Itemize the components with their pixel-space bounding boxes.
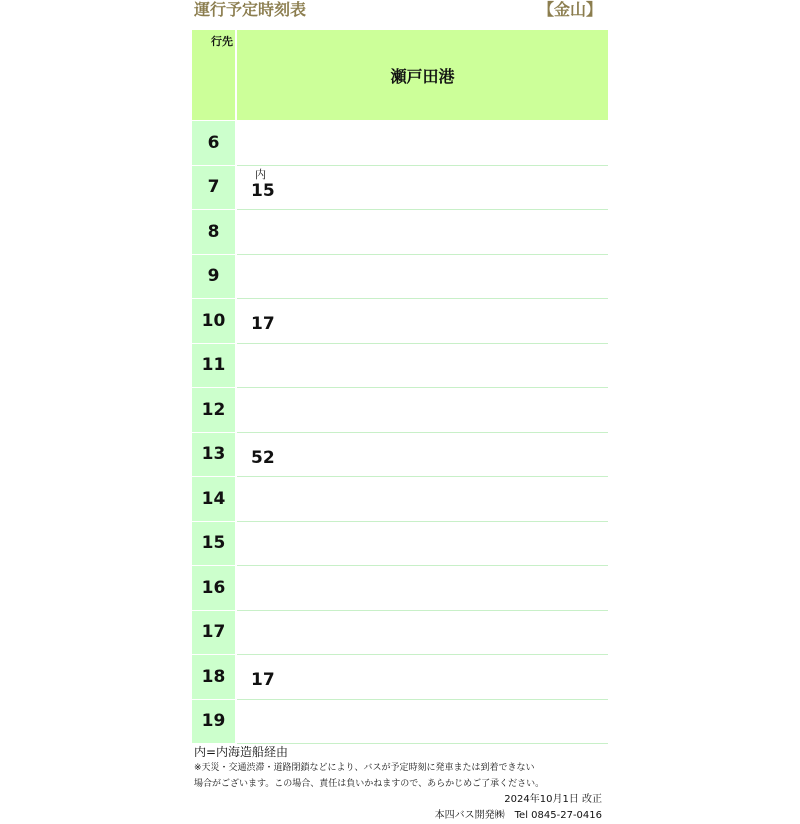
hour-cell: 9 <box>192 254 236 299</box>
route-mark: 内 <box>255 167 266 181</box>
table-row <box>192 477 608 522</box>
route-mark <box>251 524 255 537</box>
hour-cell: 17 <box>192 610 236 655</box>
table-row <box>192 299 608 344</box>
table-row <box>192 121 608 166</box>
table-row <box>192 655 608 700</box>
route-mark <box>251 702 255 715</box>
departure-cell <box>236 165 608 210</box>
route-mark <box>251 390 255 403</box>
corner-cell <box>192 30 236 121</box>
departure-cell <box>236 388 608 433</box>
timetable <box>192 30 608 744</box>
hour-cell: 14 <box>192 477 236 522</box>
hour-cell: 12 <box>192 388 236 433</box>
legend: 内=内海造船経由 <box>194 745 289 759</box>
table-row <box>192 343 608 388</box>
company-contact: 本四バス開発㈱ Tel 0845-27-0416 <box>434 810 602 821</box>
page-title: 運行予定時刻表 <box>194 0 307 19</box>
table-row <box>192 210 608 255</box>
route-mark <box>251 346 255 359</box>
departure-minute: 17 <box>251 314 275 334</box>
departure-cell <box>236 521 608 566</box>
departure-cell <box>236 299 608 344</box>
departure-minute: 52 <box>251 447 275 468</box>
departure-cell <box>236 610 608 655</box>
route-mark <box>251 301 275 314</box>
table-row <box>192 521 608 566</box>
departure-cell <box>236 254 608 299</box>
table-row <box>192 566 608 611</box>
hour-cell: 16 <box>192 566 236 611</box>
notice-line-2: 場合がございます。この場合、責任は負いかねますので、あらかじめご了承ください。 <box>194 779 545 789</box>
hour-cell: 13 <box>192 432 236 477</box>
hour-cell: 15 <box>192 521 236 566</box>
table-row <box>192 432 608 477</box>
table-row <box>192 254 608 299</box>
departure-cell <box>236 699 608 744</box>
hour-cell: 19 <box>192 699 236 744</box>
stop-name: 【金山】 <box>537 0 602 19</box>
departure-minute: 15 <box>251 180 275 201</box>
route-mark <box>251 257 255 270</box>
notice-line-1: ※天災・交通渋滞・道路閉鎖などにより、バスが予定時刻に発車または到着できない <box>194 763 535 773</box>
hour-cell: 7 <box>192 165 236 210</box>
hour-cell: 11 <box>192 343 236 388</box>
route-mark <box>251 479 255 492</box>
route-mark <box>251 212 255 225</box>
destination-cell <box>236 30 608 121</box>
footer <box>192 744 608 824</box>
corner-label: 行先 <box>211 35 233 48</box>
departure-cell <box>236 121 608 166</box>
timetable-page <box>192 0 608 824</box>
route-mark <box>251 568 255 581</box>
hour-cell: 10 <box>192 299 236 344</box>
departure-cell <box>236 655 608 700</box>
departure-minute: 17 <box>251 670 275 690</box>
departure-cell <box>236 432 608 477</box>
route-mark <box>251 657 275 670</box>
table-row <box>192 388 608 433</box>
revision-date: 2024年10月1日 改正 <box>504 794 602 805</box>
route-mark <box>251 613 255 626</box>
hour-cell: 6 <box>192 121 236 166</box>
route-mark <box>251 435 275 448</box>
table-row <box>192 165 608 210</box>
departure-cell <box>236 566 608 611</box>
departure-cell <box>236 210 608 255</box>
header <box>192 0 608 30</box>
destination-label: 瀬戸田港 <box>390 67 455 86</box>
hour-cell: 8 <box>192 210 236 255</box>
table-row <box>192 699 608 744</box>
route-mark <box>251 123 255 136</box>
table-row <box>192 610 608 655</box>
hour-cell: 18 <box>192 655 236 700</box>
departure-cell <box>236 343 608 388</box>
departure-cell <box>236 477 608 522</box>
table-header-row <box>192 30 608 121</box>
